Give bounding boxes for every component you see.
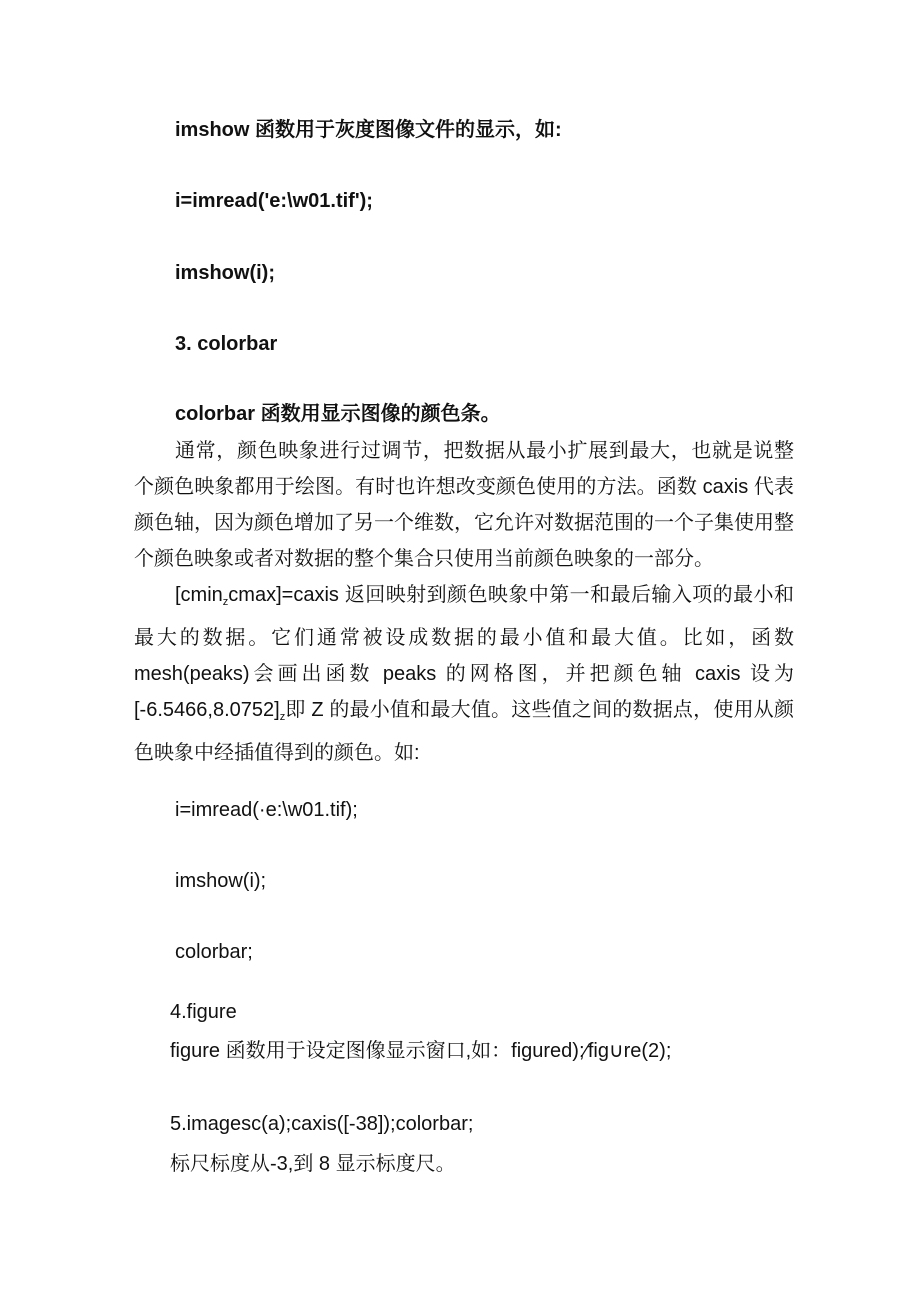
code-imread: i=imread(·e:\w01.tif);	[175, 799, 358, 821]
code-imread-bold: i=imread('e:\w01.tif');	[175, 190, 373, 212]
subscript-marker-1: z	[222, 596, 229, 608]
paragraph-caxis-intro: 通常，颜色映象进行过调节，把数据从最小扩展到最大，也就是说整个颜色映象都用于绘图。有时也许想改变颜色使用的方法。函数 caxis 代表颜色轴，因为颜色增加了另一个维数，它允许对数据范围的一个子集使用整个颜色映象或者对数据的整个集合只使用当前颜色映象的一部分。	[134, 440, 794, 570]
section-5-description: 标尺标度从-3,到 8 显示标度尺。	[170, 1153, 456, 1175]
code-imshow: imshow(i);	[175, 870, 267, 892]
code-colorbar: colorbar;	[175, 941, 253, 963]
paragraph-caxis-text-1: [cmin	[175, 584, 223, 606]
paragraph-caxis-detail	[134, 577, 794, 771]
section-5-title: 5.imagesc(a);caxis([-38]);colorbar;	[170, 1113, 474, 1135]
paragraph-caxis-text-2: cmax]=caxis 返回映射到颜色映象中第一和最后输入项的最小和最大的数据。它们通常被设成数据的最小值和最大值。比如，函数 mesh(peaks)会画出函数 peaks 的网格图，并把颜色轴 caxis 设为[-6.5466,8.0752]	[134, 584, 794, 721]
paragraph-caxis-text-3: 即 Z 的最小值和最大值。这些值之间的数据点，使用从颜色映象中经插值得到的颜色。如:	[134, 699, 794, 764]
code-imshow-bold: imshow(i);	[175, 262, 275, 284]
section-4-description: figure 函数用于设定图像显示窗口,如：figured);∕fig∪re(2);	[170, 1040, 672, 1062]
section-3-title: 3. colorbar	[175, 333, 278, 355]
colorbar-description: colorbar 函数用显示图像的颜色条。	[175, 403, 501, 425]
section-4-title: 4.figure	[170, 1001, 237, 1023]
imshow-description: imshow 函数用于灰度图像文件的显示，如:	[175, 119, 562, 141]
subscript-marker-2: z	[279, 711, 286, 723]
